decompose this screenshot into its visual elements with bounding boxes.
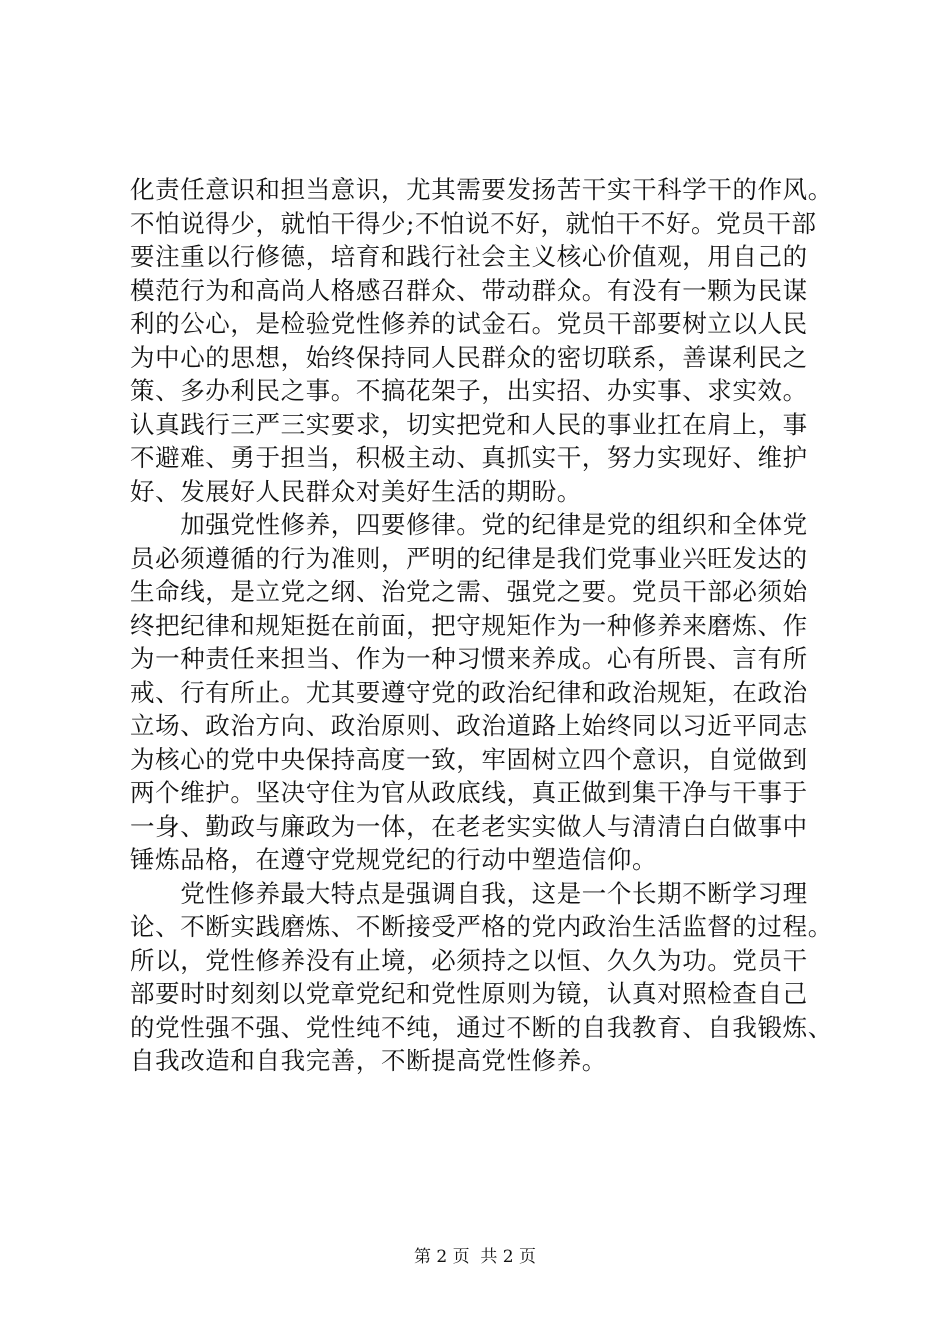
text-line: 模范行为和高尚人格感召群众、带动群众。有没有一颗为民谋 [130,275,808,305]
text-line: 生命线，是立党之纲、治党之需、强党之要。党员干部必须始 [130,577,808,606]
text-line: 为核心的党中央保持高度一致，牢固树立四个意识，自觉做到 [130,744,808,774]
text-line: 部要时时刻刻以党章党纪和党性原则为镜，认真对照检查自己 [130,979,808,1008]
text-line: 为中心的思想，始终保持同人民群众的密切联系，善谋利民之 [130,342,808,372]
text-line: 认真践行三严三实要求，切实把党和人民的事业扛在肩上，事 [130,409,808,439]
text-line: 为一种责任来担当、作为一种习惯来养成。心有所畏、言有所 [130,644,808,673]
paragraph-start-line: 党性修养最大特点是强调自我，这是一个长期不断学习理 [130,878,808,908]
document-body [130,173,833,1078]
text-line: 两个维护。坚决守住为官从政底线，真正做到集干净与干事于 [130,778,808,807]
text-line: 自我改造和自我完善，不断提高党性修养。 [130,1046,607,1075]
text-line: 终把纪律和规矩挺在前面，把守规矩作为一种修养来磨炼、作 [130,610,808,640]
text-line: 不怕说得少，就怕干得少;不怕说不好，就怕干不好。党员干部 [130,208,817,238]
text-line: 利的公心，是检验党性修养的试金石。党员干部要树立以人民 [130,309,808,338]
page-number-label: 第 2 页 共 2 页 [413,1247,537,1267]
paragraph-start-line: 加强党性修养，四要修律。党的纪律是党的组织和全体党 [130,510,808,539]
text-line: 不避难、勇于担当，积极主动、真抓实干，努力实现好、维护 [130,443,808,472]
text-line: 戒、行有所止。尤其要遵守党的政治纪律和政治规矩，在政治 [130,677,808,707]
text-line: 要注重以行修德，培育和践行社会主义核心价值观，用自己的 [130,242,808,271]
text-line: 好、发展好人民群众对美好生活的期盼。 [130,476,582,506]
text-line: 锤炼品格，在遵守党规党纪的行动中塑造信仰。 [130,845,658,874]
text-line: 论、不断实践磨炼、不断接受严格的党内政治生活监督的过程。 [130,912,833,941]
text-line: 策、多办利民之事。不搞花架子，出实招、办实事、求实效。 [130,376,808,405]
text-line: 员必须遵循的行为准则，严明的纪律是我们党事业兴旺发达的 [130,543,808,573]
text-line: 所以，党性修养没有止境，必须持之以恒、久久为功。党员干 [130,945,808,975]
text-line: 一身、勤政与廉政为一体，在老老实实做人与清清白白做事中 [130,811,808,841]
text-line: 立场、政治方向、政治原则、政治道路上始终同以习近平同志 [130,711,808,740]
text-line: 化责任意识和担当意识，尤其需要发扬苦干实干科学干的作风。 [130,175,833,204]
page-footer [0,1246,950,1268]
text-line: 的党性强不强、党性纯不纯，通过不断的自我教育、自我锻炼、 [130,1012,833,1042]
